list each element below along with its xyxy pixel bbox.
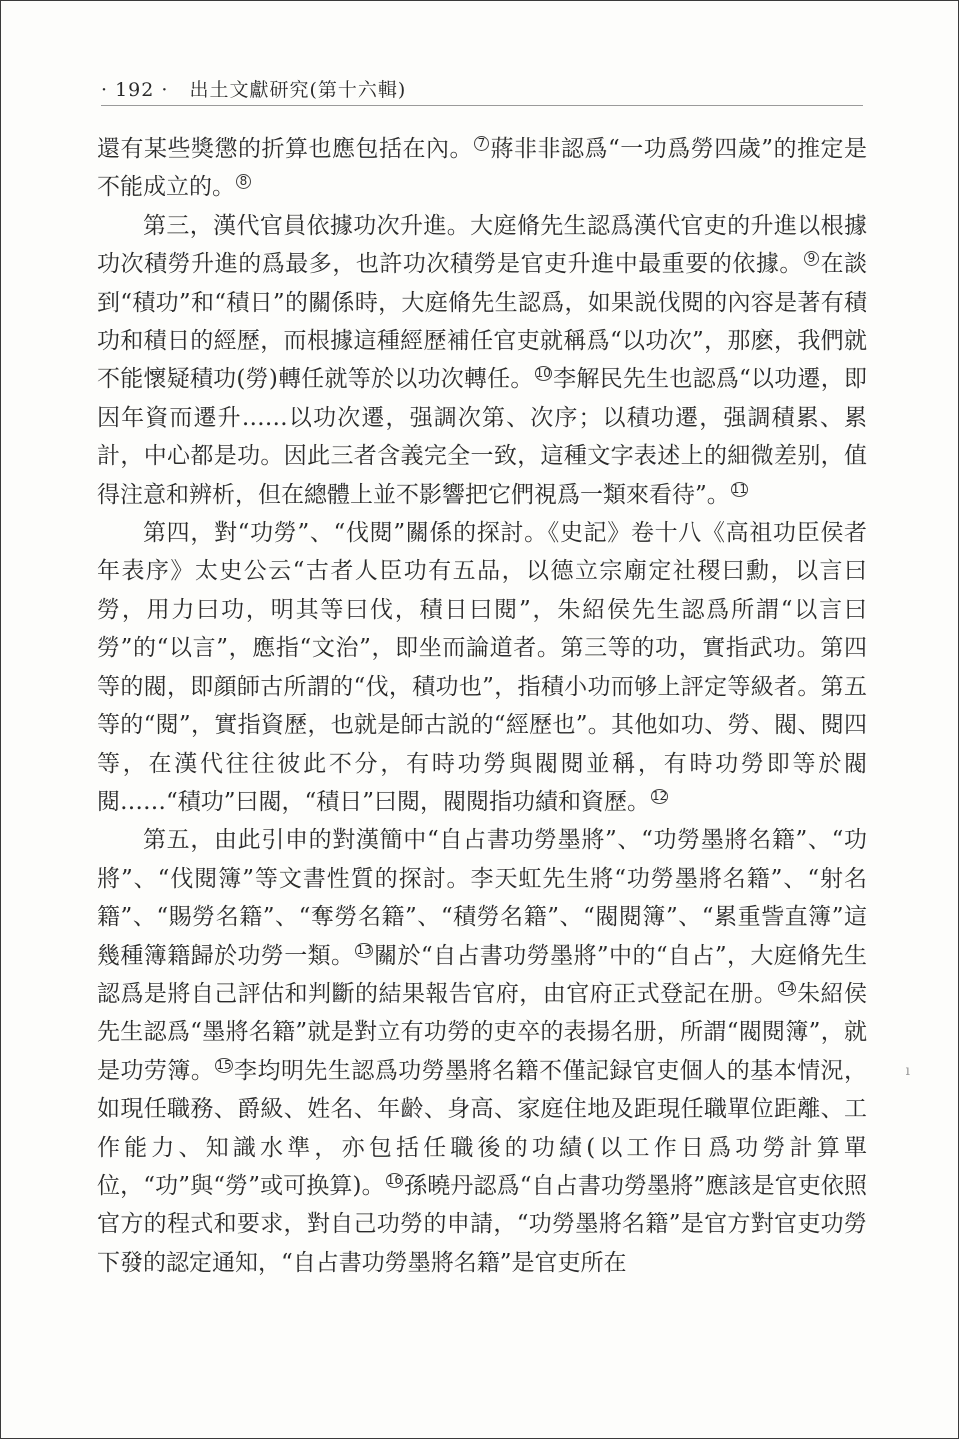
- paragraph: [97, 514, 867, 821]
- margin-mark: ı: [905, 1063, 910, 1079]
- text-run: 第五，由此引申的對漢簡中“自占書功勞墨將”、“功勞墨將名籍”、“功將”、“伐閱簿”等文書性質的探討。李天虹先生將“功勞墨將名籍”、“射名籍”、“賜勞名籍”、“奪勞名籍”、“積勞名籍”、“閥閱簿”、“累重訾直簿”這幾種簿籍歸於功勞一類。: [97, 827, 867, 969]
- text-run: 李解民先生也認爲“以功遷，即因年資而遷升……以功次遷，强調次第、次序；以積功遷，强調積累、累計，中心都是功。因此三者含義完全一致，這種文字表述上的細微差别，值得注意和辨析，但在總體上並不影響把它們視爲一類來看待”。: [97, 366, 867, 508]
- footnote-marker[interactable]: 12: [652, 788, 668, 803]
- text-run: 還有某些獎懲的折算也應包括在內。: [97, 136, 473, 162]
- text-run: 第四，對“功勞”、“伐閱”關係的探討。《史記》卷十八《高祖功臣侯者年表序》太史公云“古者人臣功有五品，以德立宗廟定社稷曰勳，以言曰勞，用力曰功，明其等曰伐，積日曰閱”，朱紹侯先生認爲所謂“以言曰勞”的“以言”，應指“文治”，即坐而論道者。第三等的功，實指武功。第四等的閥，即顔師古所謂的“伐，積功也”，指積小功而够上評定等級者。第五等的“閱”，實指資歷，也就是師古説的“經歷也”。其他如功、勞、閥、閱四等，在漢代往往彼此不分，有時功勞與閥閱並稱，有時功勞即等於閥閱……“積功”曰閥，“積日”曰閱，閥閱指功績和資歷。: [97, 520, 867, 815]
- text-run: 朱紹侯先生認爲“墨將名籍”就是對立有功勞的吏卒的表揚名册，所謂“閥閱簿”，就是功劳簿。: [97, 980, 868, 1084]
- footnote-marker[interactable]: 9: [804, 251, 819, 266]
- text-run: 第三，漢代官員依據功次升進。大庭脩先生認爲漢代官吏的升進以根據功次積勞升進的爲最多，也許功次積勞是官吏升進中最重要的依據。: [97, 212, 867, 278]
- footnote-marker[interactable]: 13: [356, 942, 372, 957]
- text-run: 蔣非非認爲“一功爲勞四歲”的推定是不能成立的。: [97, 136, 868, 201]
- footnote-marker[interactable]: 8: [236, 174, 251, 189]
- footnote-marker[interactable]: 16: [386, 1172, 403, 1187]
- body-text: [97, 130, 867, 1282]
- text-run: 在談到“積功”和“積日”的關係時，大庭脩先生認爲，如果説伐閱的內容是著有積功和積日的經歷，而根據這種經歷補任官吏就稱爲“以功次”，那麽，我們就不能懷疑積功(勞)轉任就等於以功次轉任。: [97, 251, 867, 393]
- footnote-marker[interactable]: 15: [216, 1057, 232, 1072]
- paragraph: [97, 207, 867, 514]
- paragraph: [97, 821, 867, 1282]
- paragraph: [97, 130, 867, 207]
- footnote-marker[interactable]: 10: [535, 366, 551, 381]
- page-number: · 192 ·: [101, 79, 169, 101]
- text-run: 孫曉丹認爲“自占書功勞墨將”應該是官吏依照官方的程式和要求，對自己功勞的申請，“功勞墨將名籍”是官方對官吏功勞下發的認定通知，“自占書功勞墨將名籍”是官吏所在: [97, 1172, 867, 1276]
- text-run: 李均明先生認爲功勞墨將名籍不僅記録官吏個人的基本情況，如現任職務、爵級、姓名、年齡、身高、家庭住地及距現任職單位距離、工作能力、知識水準，亦包括任職後的功績(以工作日爲功勞計算單位，“功”與“勞”或可换算)。: [97, 1057, 868, 1199]
- running-header: [101, 75, 863, 106]
- footnote-marker[interactable]: 11: [731, 481, 748, 496]
- journal-title: 出土文獻研究(第十六輯): [189, 79, 407, 101]
- text-run: 關於“自占書功勞墨將”中的“自占”，大庭脩先生認爲是將自己評估和判斷的結果報告官府，由官府正式登記在册。: [97, 942, 868, 1007]
- footnote-marker[interactable]: 7: [474, 136, 489, 151]
- footnote-marker[interactable]: 14: [779, 980, 795, 995]
